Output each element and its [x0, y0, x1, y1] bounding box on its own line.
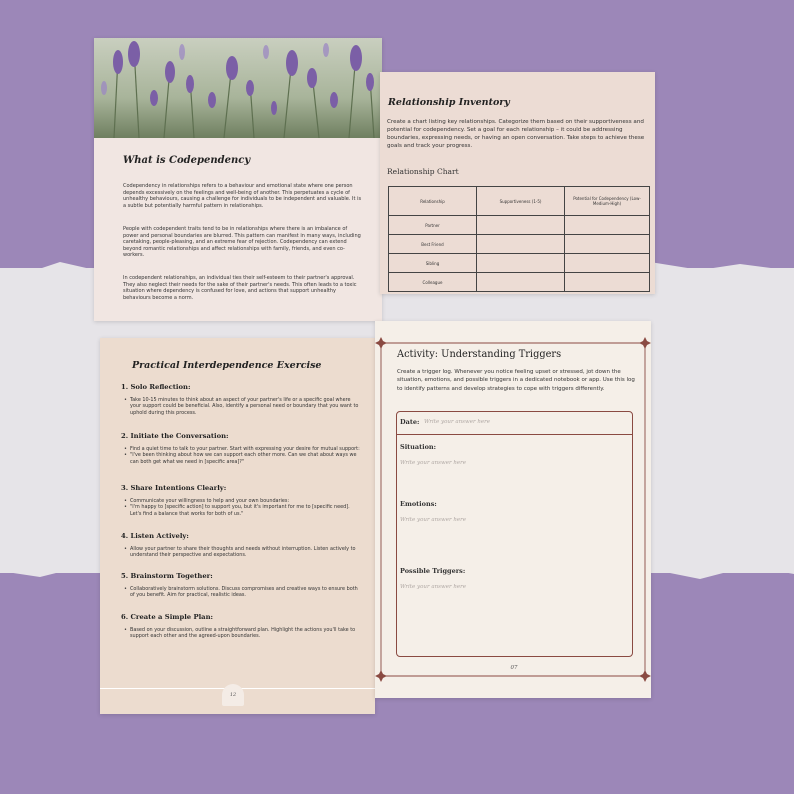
understanding-triggers-page — [375, 321, 651, 698]
exercise-step — [121, 572, 361, 599]
date-row — [397, 412, 632, 435]
column-header: Relationship — [389, 187, 477, 216]
list-item: • Take 10-15 minutes to think about an aspect of your partner's life or a specific goal where your support could be beneficial. Also, identify a personal need or boundary that you want to uphold during this process. — [130, 397, 361, 416]
table-row — [389, 235, 650, 254]
step-title: 5. Brainstorm Together: — [121, 572, 213, 580]
paragraph: Codependency in relationships refers to a behaviour and emotional state where one person depends excessively on the feelings and well-being of another. This perpetuates a cycle of unhealthy behaviours, causing a challenge for individuals to be independent and valuable. It is a subtle but potentially harmful pattern in relationships. — [123, 183, 362, 209]
page-title: Practical Interdependence Exercise — [132, 360, 322, 371]
step-title: 4. Listen Actively: — [121, 532, 189, 540]
page-title: Relationship Inventory — [388, 97, 510, 108]
page-title: Activity: Understanding Triggers — [397, 349, 562, 360]
situation-field[interactable]: Write your answer here — [400, 460, 467, 466]
emotions-field[interactable]: Write your answer here — [400, 517, 467, 523]
list-item: • Collaboratively brainstorm solutions. Discuss compromises and creative ways to ensure both of you benefit. Aim for practical, realistic ideas. — [130, 586, 361, 599]
list-item: • Communicate your willingness to help and your own boundaries: — [130, 498, 361, 504]
intro-text: Create a trigger log. Whenever you notice feeling upset or stressed, jot down the situation, emotions, and possible triggers in a dedicated notebook or app. Use this log to identify patterns and develop strategies to cope with triggers differently. — [397, 369, 635, 392]
page-number: 12 — [222, 684, 244, 706]
relationship-table — [388, 186, 650, 292]
table-cell[interactable] — [477, 254, 565, 273]
table-cell[interactable] — [565, 235, 650, 254]
list-item: • Based on your discussion, outline a straightforward plan. Highlight the actions you'll take to support each other and the agreed-upon boundaries. — [130, 627, 361, 640]
list-item: • Find a quiet time to talk to your partner. Start with expressing your desire for mutual support: — [130, 446, 361, 452]
table-header-row — [389, 187, 650, 216]
list-item: • Allow your partner to share their thoughts and needs without interruption. Listen actively to understand their perspective and expectations. — [130, 546, 361, 559]
intro-text: Create a chart listing key relationships. Categorize them based on their supportiveness and potential for codependency. Set a goal for each relationship – it could be addressing boundaries, expressing needs, or having an open conversation. Take steps to achieve these goals and track your progress. — [387, 119, 645, 149]
table-row — [389, 254, 650, 273]
table-cell[interactable] — [477, 273, 565, 292]
emotions-label: Emotions: — [400, 500, 437, 508]
page-number: 07 — [504, 665, 524, 671]
paragraph: In codependent relationships, an individual ties their self-esteem to their partner's approval. They also neglect their needs for the sake of their partner's needs. This often leads to a toxic situation where dependency is confused for love, and actions that support unhealthy behaviours become a norm. — [123, 275, 357, 301]
lavender-photo — [94, 38, 382, 138]
list-item: • "I've been thinking about how we can support each other more. Can we chat about ways we can both get what we need in [specific area]?" — [130, 452, 361, 465]
table-cell[interactable] — [565, 216, 650, 235]
exercise-step — [121, 383, 361, 416]
date-field[interactable]: Write your answer here — [424, 419, 491, 425]
step-title: 3. Share Intentions Clearly: — [121, 484, 227, 492]
step-title: 2. Initiate the Conversation: — [121, 432, 229, 440]
row-label: Colleague — [389, 273, 477, 292]
table-row — [389, 273, 650, 292]
column-header: Supportiveness (1-5) — [477, 187, 565, 216]
codependency-page — [94, 38, 382, 321]
possible-triggers-field[interactable]: Write your answer here — [400, 584, 467, 590]
possible-triggers-label: Possible Triggers: — [400, 567, 466, 575]
situation-label: Situation: — [400, 443, 437, 451]
table-cell[interactable] — [565, 273, 650, 292]
step-title: 6. Create a Simple Plan: — [121, 613, 214, 621]
relationship-inventory-page — [380, 72, 655, 294]
paragraph: People with codependent traits tend to be in relationships where there is an imbalance of power and personal boundaries are blurred. This pattern can manifest in many ways, including caretaking, people-pleasing, and an extreme fear of rejection. Codependency can extend beyond romantic relationships and affect relationships with family, friends, and even co-workers. — [123, 226, 361, 259]
row-label: Sibling — [389, 254, 477, 273]
list-item: • "I'm happy to [specific action] to support you, but it's important for me to [specific need]. Let's find a balance that works for both of us." — [130, 504, 361, 517]
column-header: Potential for Codependency (Low-Medium-High) — [565, 187, 650, 216]
page-title: What is Codependency — [123, 155, 251, 166]
exercise-step — [121, 532, 361, 559]
table-cell[interactable] — [477, 216, 565, 235]
date-label: Date: — [400, 418, 420, 426]
exercise-step — [121, 484, 361, 517]
exercise-step — [121, 432, 361, 465]
table-row — [389, 216, 650, 235]
step-title: 1. Solo Reflection: — [121, 383, 191, 391]
table-cell[interactable] — [477, 235, 565, 254]
table-cell[interactable] — [565, 254, 650, 273]
interdependence-exercise-page — [100, 338, 375, 714]
trigger-log-form — [396, 411, 633, 657]
chart-title: Relationship Chart — [387, 167, 459, 176]
row-label: Partner — [389, 216, 477, 235]
row-label: Best Friend — [389, 235, 477, 254]
exercise-step — [121, 613, 361, 640]
